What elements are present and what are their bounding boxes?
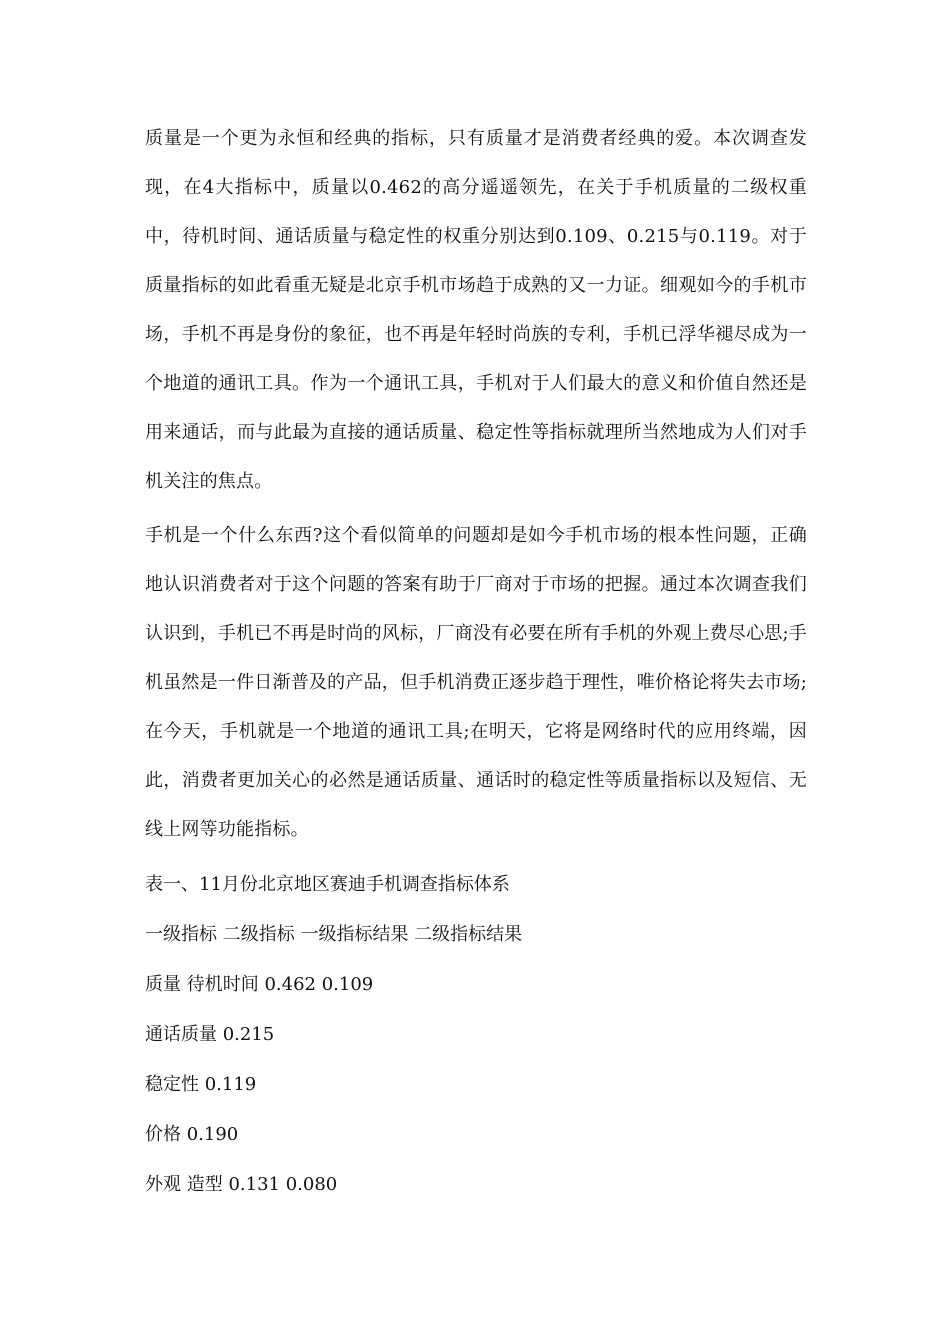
table-title: 表一、11月份北京地区赛迪手机调查指标体系 [145, 874, 510, 895]
paragraph-quality: 质量是一个更为永恒和经典的指标，只有质量才是消费者经典的爱。本次调查发现，在4大指标中，质量以0.462的高分遥遥领先，在关于手机质量的二级权重中，待机时间、通话质量与稳定性的权重分别达到0.109、0.215与0.119。对于质量指标的如此看重无疑是北京手机市场趋于成熟的又一力证。细观如今的手机市场，手机不再是身份的象征，也不再是年轻时尚族的专利，手机已浮华褪尽成为一个地道的通讯工具。作为一个通讯工具，手机对于人们最大的意义和价值自然还是用来通话，而与此最为直接的通话质量、稳定性等指标就理所当然地成为人们对手机关注的焦点。 [145, 128, 807, 492]
paragraph-what-is-phone: 手机是一个什么东西?这个看似简单的问题却是如今手机市场的根本性问题，正确地认识消费者对于这个问题的答案有助于厂商对于市场的把握。通过本次调查我们认识到，手机已不再是时尚的风标，厂商没有必要在所有手机的外观上费尽心思;手机虽然是一件日渐普及的产品，但手机消费正逐步趋于理性，唯价格论将失去市场;在今天，手机就是一个地道的通讯工具;在明天，它将是网络时代的应用终端，因此，消费者更加关心的必然是通话质量、通话时的稳定性等质量指标以及短信、无线上网等功能指标。 [145, 525, 807, 840]
table-row: 质量 待机时间 0.462 0.109 [145, 974, 374, 995]
table-row: 通话质量 0.215 [145, 1024, 275, 1045]
table-header: 一级指标 二级指标 一级指标结果 二级指标结果 [145, 924, 523, 945]
table-row: 外观 造型 0.131 0.080 [145, 1174, 338, 1195]
table-row: 稳定性 0.119 [145, 1074, 257, 1095]
table-row: 价格 0.190 [145, 1124, 239, 1145]
